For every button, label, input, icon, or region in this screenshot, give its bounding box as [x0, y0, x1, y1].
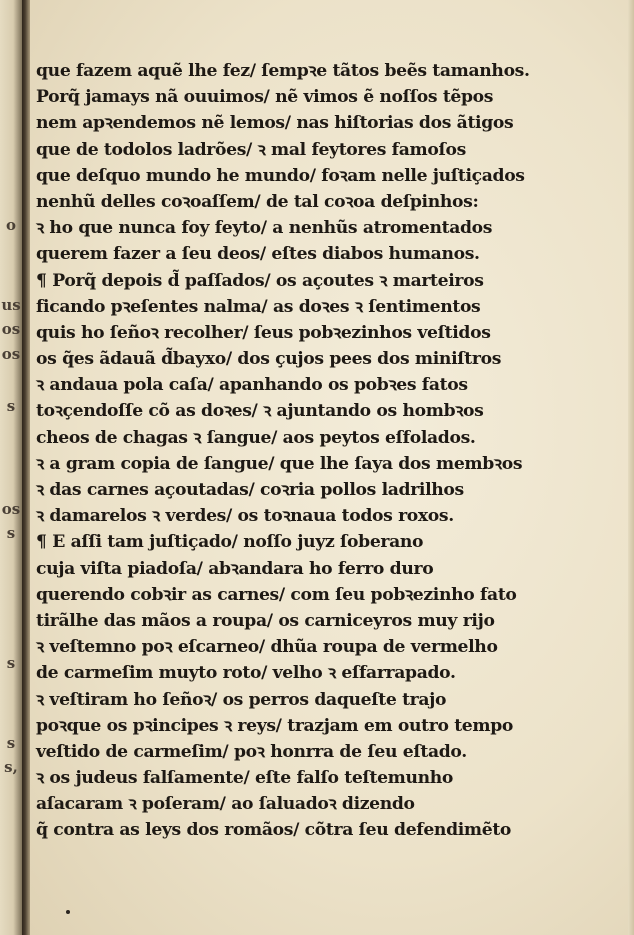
text-line: ¶ Porq̃ depois d̃ paſſados/ os açoutes ꝛ marteiros — [36, 270, 484, 291]
text-line: cuja viſta piadoſa/ abꝛandara ho ferro duro — [36, 558, 434, 579]
text-line: nenhũ delles coꝛoaſſem/ de tal coꝛoa deſpinhos: — [36, 191, 479, 212]
text-line: ꝛ ho que nunca foy feyto/ a nenhũs atromentados — [36, 218, 493, 239]
text-line: ꝛ das carnes açoutadas/ coꝛria pollos ladrilhos — [36, 480, 464, 500]
text-line: ꝛ os judeus falſamente/ eſte falſo teſtemunho — [36, 768, 454, 789]
facing-page-fragment: s — [6, 654, 16, 672]
facing-page-fragment: o — [5, 216, 16, 234]
text-line: ꝛ damarelos ꝛ verdes/ os toꝛnaua todos roxos. — [36, 506, 454, 527]
text-line: aſacaram ꝛ poſeram/ ao ſaluadoꝛ dizendo — [36, 794, 415, 815]
ink-speck — [66, 910, 70, 914]
facing-page-fragment: s, — [4, 758, 18, 776]
text-line: ficando pꝛeſentes nalma/ as doꝛes ꝛ ſentimentos — [36, 296, 481, 317]
facing-page-fragment: s — [6, 397, 16, 415]
text-line: ꝛ andaua pola caſa/ apanhando os pobꝛes fatos — [36, 375, 468, 396]
text-line: cheos de chagas ꝛ ſangue/ aos peytos eſfolados. — [36, 427, 476, 448]
facing-page-fragment: os — [1, 320, 21, 338]
facing-page-fragment: os — [1, 500, 21, 518]
text-line: querendo cobꝛir as carnes/ com ſeu pobꝛezinho fato — [36, 584, 517, 605]
text-line: tirãlhe das mãos a roupa/ os carniceyros muy rijo — [36, 610, 495, 631]
facing-page-fragment: us — [1, 296, 21, 314]
facing-page-edge — [0, 0, 24, 935]
text-line: poꝛque os pꝛincipes ꝛ reys/ trazjam em outro tempo — [36, 715, 513, 736]
text-line: toꝛçendoſſe cõ as doꝛes/ ꝛ ajuntando os hombꝛos — [36, 401, 484, 422]
text-line: ꝛ a gram copia de ſangue/ que lhe ſaya dos membꝛos — [36, 453, 523, 474]
text-line: nem apꝛendemos nẽ lemos/ nas hiſtorias dos ãtigos — [36, 113, 514, 134]
text-line: os q̃es ãdauã d̃bayxo/ dos çujos pees dos miniſtros — [36, 349, 502, 370]
book-gutter — [22, 0, 30, 935]
text-line: quis ho ſeñoꝛ recolher/ ſeus pobꝛezinhos veſtidos — [36, 322, 491, 343]
text-line: que de todolos ladrões/ ꝛ mal feytores famoſos — [36, 139, 466, 160]
text-line: ꝛ veſtiram ho ſeñoꝛ/ os perros daqueſte trajo — [36, 689, 447, 710]
facing-page-fragment: s — [6, 524, 16, 542]
facing-page-fragment: os — [1, 345, 21, 363]
verse-text-block — [36, 58, 596, 844]
text-line: ꝛ veſtemno poꝛ eſcarneo/ dhũa roupa de vermelho — [36, 637, 498, 658]
text-line: que fazem aquẽ lhe fez/ ſempꝛe tãtos beẽs tamanhos. — [36, 61, 530, 81]
text-line: Porq̃ jamays nã ouuimos/ nẽ vimos ẽ noſſos tẽpos — [36, 87, 494, 108]
text-line: q̃ contra as leys dos romãos/ cõtra ſeu defendimẽto — [36, 820, 512, 841]
text-line: veſtido de carmeſim/ poꝛ honrra de ſeu eſtado. — [36, 741, 467, 762]
page-edge — [628, 0, 634, 935]
text-line: ¶ E aſſi tam juſtiçado/ noſſo juyz ſoberano — [36, 532, 424, 553]
facing-page-fragment: s — [6, 734, 16, 752]
text-line: que deſquo mundo he mundo/ foꝛam nelle juſtiçados — [36, 165, 525, 186]
text-line: de carmeſim muyto roto/ velho ꝛ eſfarrapado. — [36, 663, 456, 684]
text-line: querem fazer a ſeu deos/ eſtes diabos humanos. — [36, 244, 480, 265]
